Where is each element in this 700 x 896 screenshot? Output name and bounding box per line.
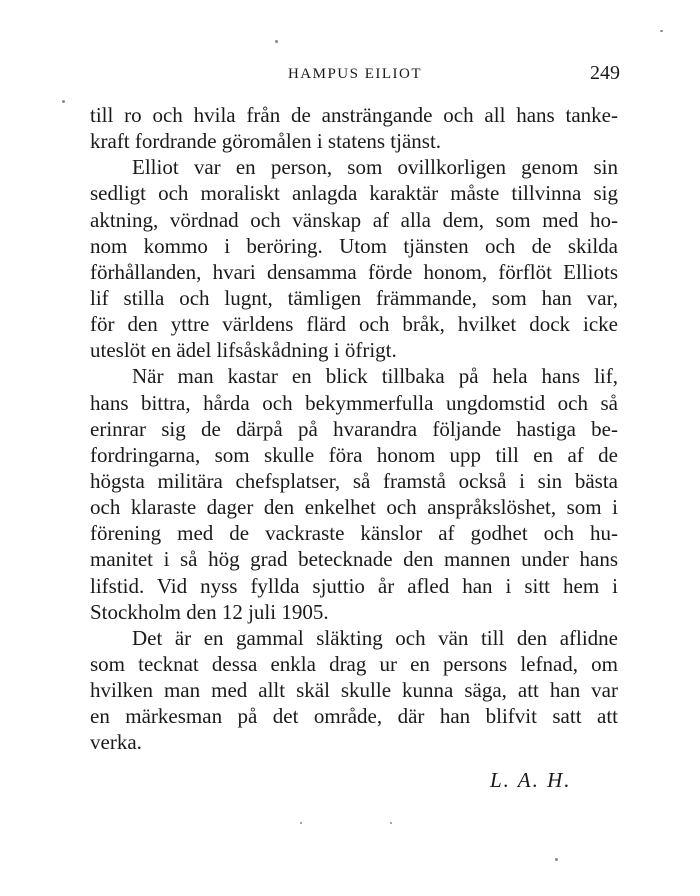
running-title: HAMPUS EILIOT <box>287 66 423 82</box>
paragraph <box>90 154 618 363</box>
text-line: lif stilla och lugnt, tämligen främmande, som han var, <box>90 285 618 310</box>
text-line: erinrar sig de därpå på hvarandra följande hastiga be- <box>90 416 618 441</box>
text-line: till ro och hvila från de ansträngande och all hans tanke- <box>90 103 618 127</box>
page-number: 249 <box>590 62 620 84</box>
text-line: kraft fordrande göromålen i statens tjänst. <box>90 129 442 154</box>
text-line: och klaraste dager den enkelhet och anspråkslöshet, som i <box>90 495 618 520</box>
running-head <box>90 62 620 90</box>
text-line: Elliot var en person, som ovillkorligen genom sin <box>132 155 618 180</box>
print-speck <box>300 822 302 824</box>
paragraph <box>90 102 618 154</box>
signature-initials: L. A. H. <box>490 768 572 792</box>
text-line: manitet i så hög grad betecknade den mannen under hans <box>90 547 618 572</box>
text-line: hvilken man med allt skäl skulle kunna säga, att han var <box>90 678 618 703</box>
text-line: fordringarna, som skulle föra honom upp till en af de <box>90 442 618 467</box>
body-text <box>90 102 618 756</box>
text-line: uteslöt en ädel lifsåskådning i öfrigt. <box>90 338 397 363</box>
print-speck <box>390 822 392 824</box>
text-line: förening med de vackraste känslor af godhet och hu- <box>90 521 618 546</box>
text-line: När man kastar en blick tillbaka på hela hans lif, <box>132 364 618 389</box>
text-line: Stockholm den 12 juli 1905. <box>90 599 329 624</box>
text-line: lifstid. Vid nyss fyllda sjuttio år afled han i sitt hem i <box>90 573 618 598</box>
text-line: Det är en gammal släkting och vän till den aflidne <box>132 625 618 650</box>
text-line: aktning, vördnad och vänskap af alla dem, som med ho- <box>90 207 618 232</box>
print-speck <box>555 858 558 861</box>
text-line: för den yttre världens flärd och bråk, hvilket dock icke <box>90 312 618 337</box>
text-line: nom kommo i beröring. Utom tjänsten och de skilda <box>90 233 618 258</box>
text-line: högsta militära chefsplatser, så framstå också i sin bästa <box>90 468 618 493</box>
paragraph <box>90 363 618 624</box>
text-line: hans bittra, hårda och bekymmerfulla ungdomstid och så <box>90 390 618 415</box>
print-speck <box>660 30 663 32</box>
text-line: som tecknat dessa enkla drag ur en persons lefnad, om <box>90 651 618 676</box>
text-line: verka. <box>90 730 142 755</box>
print-speck <box>62 100 65 103</box>
print-speck <box>275 40 278 43</box>
paragraph <box>90 625 618 756</box>
text-line: sedligt och moraliskt anlagda karaktär måste tillvinna sig <box>90 181 618 206</box>
text-line: en märkesman på det område, där han blifvit satt att <box>90 704 618 729</box>
text-line: förhållanden, hvari densamma förde honom, förflöt Elliots <box>90 259 618 284</box>
